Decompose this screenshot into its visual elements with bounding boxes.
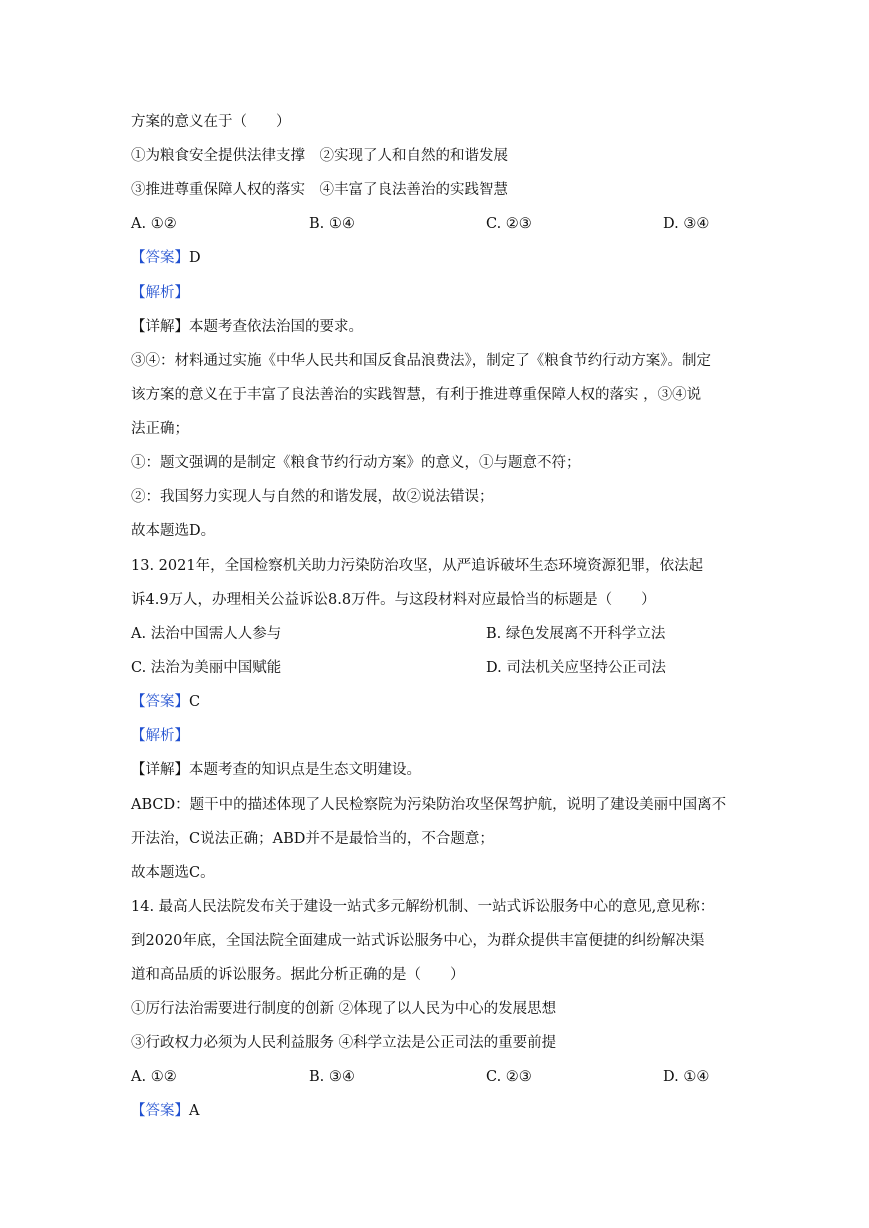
q13-stem-1: 13. 2021年，全国检察机关助力污染防治攻坚，从严追诉破坏生态环境资源犯罪，依法起: [131, 558, 704, 574]
q13-option-a: [131, 624, 281, 644]
analysis-label: 【解析】: [131, 285, 189, 301]
answer-value: D: [189, 250, 201, 266]
q14-answer: [131, 1101, 199, 1121]
q13-detail-1: [131, 760, 421, 780]
option-letter: A.: [131, 1069, 147, 1085]
q12-answer: [131, 248, 201, 268]
q12-detail-5: ①：题文强调的是制定《粮食节约行动方案》的意义，①与题意不符；: [131, 455, 581, 471]
q13-detail-2: ABCD：题干中的描述体现了人民检察院为污染防治攻坚保驾护航，说明了建设美丽中国离不: [131, 797, 727, 813]
option-letter: D.: [663, 1069, 679, 1085]
option-text: 法治为美丽中国赋能: [150, 660, 282, 676]
q12-detail-1: [131, 317, 363, 337]
option-text: ②③: [505, 216, 532, 232]
q12-detail-3: 该方案的意义在于丰富了良法善治的实践智慧，有利于推进尊重保障人权的落实 ，③④说: [131, 387, 702, 403]
q14-stem-1: 14. 最高人民法院发布关于建设一站式多元解纷机制、一站式诉讼服务中心的意见,意见称：: [131, 899, 715, 915]
option-text: ②③: [505, 1069, 532, 1085]
option-letter: C.: [486, 1069, 502, 1085]
q12-statement-2: ③推进尊重保障人权的落实 ④丰富了良法善治的实践智慧: [131, 182, 508, 198]
q13-detail-3: 开法治，C说法正确；ABD并不是最恰当的，不合题意；: [131, 831, 494, 847]
answer-label: 【答案】: [131, 1103, 189, 1119]
option-letter: C.: [131, 660, 147, 676]
option-letter: D.: [663, 216, 679, 232]
q13-option-c: [131, 658, 281, 678]
option-text: ①②: [150, 1069, 177, 1085]
option-letter: D.: [486, 660, 502, 676]
q14-stem-2: 到2020年底，全国法院全面建成一站式诉讼服务中心，为群众提供丰富便捷的纠纷解决渠: [131, 933, 705, 949]
q14-stem-3: 道和高品质的诉讼服务。据此分析正确的是（ ）: [131, 967, 465, 983]
answer-label: 【答案】: [131, 250, 189, 266]
q13-conclusion: 故本题选C。: [131, 865, 215, 881]
option-letter: B.: [309, 1069, 325, 1085]
option-text: ①②: [150, 216, 177, 232]
q12-option-b: [309, 214, 355, 234]
q14-statement-1: ①厉行法治需要进行制度的创新 ②体现了以人民为中心的发展思想: [131, 1001, 557, 1017]
q13-answer: [131, 692, 200, 712]
option-text: ①④: [683, 1069, 710, 1085]
q14-option-a: [131, 1067, 177, 1087]
analysis-label: 【解析】: [131, 728, 189, 744]
option-letter: A.: [131, 216, 147, 232]
q12-analysis: [131, 283, 189, 303]
q14-statement-2: ③行政权力必须为人民利益服务 ④科学立法是公正司法的重要前提: [131, 1035, 557, 1051]
q12-option-a: [131, 214, 177, 234]
detail-text: 本题考查的知识点是生态文明建设。: [189, 762, 421, 778]
option-text: ①④: [328, 216, 355, 232]
q13-analysis: [131, 726, 189, 746]
option-letter: B.: [309, 216, 325, 232]
detail-text: 本题考查依法治国的要求。: [189, 319, 363, 335]
q12-detail-4: 法正确；: [131, 421, 189, 437]
q14-option-d: [663, 1067, 709, 1087]
q12-conclusion: 故本题选D。: [131, 523, 216, 539]
q12-detail-2: ③④：材料通过实施《中华人民共和国反食品浪费法》，制定了《粮食节约行动方案》。制定: [131, 353, 711, 369]
q12-statement-1: ①为粮食安全提供法律支撑 ②实现了人和自然的和谐发展: [131, 148, 508, 164]
detail-label: 【详解】: [131, 762, 189, 778]
answer-label: 【答案】: [131, 694, 189, 710]
q12-option-c: [486, 214, 532, 234]
option-letter: C.: [486, 216, 502, 232]
option-text: 法治中国需人人参与: [150, 626, 282, 642]
q12-option-d: [663, 214, 709, 234]
answer-value: A: [189, 1103, 200, 1119]
q12-detail-6: ②：我国努力实现人与自然的和谐发展，故②说法错误；: [131, 489, 494, 505]
option-letter: A.: [131, 626, 147, 642]
option-text: ③④: [683, 216, 710, 232]
option-text: 绿色发展离不开科学立法: [505, 626, 666, 642]
option-text: 司法机关应坚持公正司法: [506, 660, 666, 676]
q12-stem-tail: 方案的意义在于（ ）: [131, 114, 291, 130]
answer-value: C: [189, 694, 201, 710]
option-letter: B.: [486, 626, 502, 642]
q13-stem-2: 诉4.9万人，办理相关公益诉讼8.8万件。与这段材料对应最恰当的标题是（ ）: [131, 592, 656, 608]
detail-label: 【详解】: [131, 319, 189, 335]
q14-option-c: [486, 1067, 532, 1087]
option-text: ③④: [328, 1069, 355, 1085]
q13-option-d: [486, 658, 666, 678]
q14-option-b: [309, 1067, 355, 1087]
q13-option-b: [486, 624, 665, 644]
